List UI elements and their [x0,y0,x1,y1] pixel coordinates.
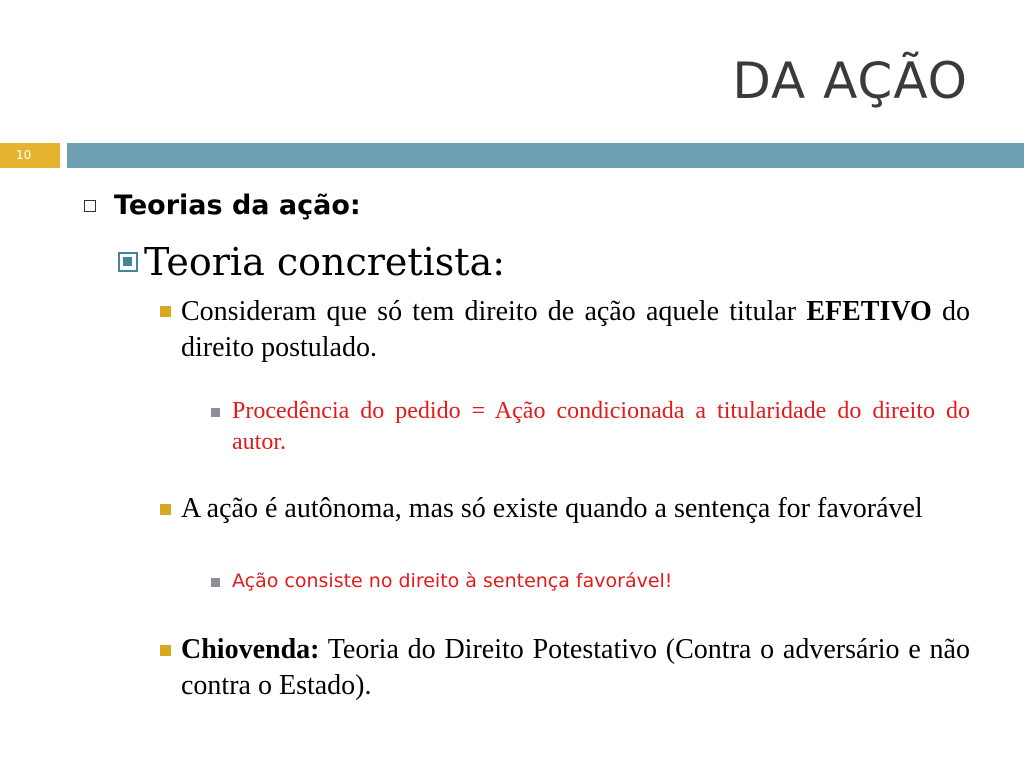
grey-square-bullet-icon [211,578,220,587]
list-item: Ação consiste no direito à sentença favorável! [232,570,673,592]
list-item: A ação é autônoma, mas só existe quando a sentença for favorável [181,493,923,524]
item-text-end: do direito postulado. [181,296,970,363]
item-text: Consideram que só tem direito de ação aquele titular [181,296,807,327]
bullet-level2 [118,240,505,284]
gold-square-bullet-icon [160,306,171,317]
subheading-text: Teoria concretista: [144,240,506,284]
bullet-level1 [84,190,361,221]
title-bar [67,143,1024,168]
slide-title: DA AÇÃO [732,52,968,110]
item-text: Teoria do Direito Potestativo (Contra o adversário e não contra o Estado). [181,634,970,701]
slide-number: 10 [16,148,32,162]
heading-text: Teorias da ação: [114,190,361,221]
item-bold-text: EFETIVO [806,296,932,327]
list-item [181,294,970,366]
list-item [181,632,970,704]
gold-square-bullet-icon [160,504,171,515]
gold-square-bullet-icon [160,645,171,656]
framed-square-bullet-icon [118,252,138,272]
grey-square-bullet-icon [211,408,220,417]
item-bold-text: Chiovenda: [181,634,320,665]
list-item: Procedência do pedido = Ação condicionada a titularidade do direito do autor. [232,398,970,455]
hollow-square-bullet-icon [84,200,96,212]
